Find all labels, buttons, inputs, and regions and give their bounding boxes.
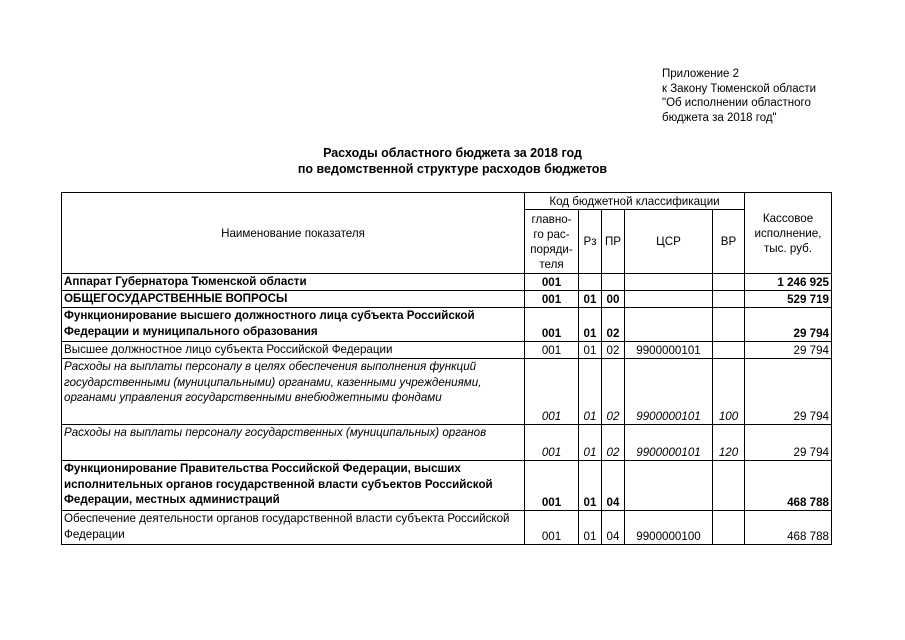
row-amount: 29 794 <box>745 359 832 425</box>
row-ministry: 001 <box>525 274 579 291</box>
row-rz: 01 <box>579 425 602 461</box>
row-name: Расходы на выплаты персоналу в целях обеспечения выполнения функций государственными (муниципальными) органами, казенными учреждениями, органами управления государственными внебюджетными фондами <box>62 359 525 425</box>
row-name: Функционирование Правительства Российской Федерации, высших исполнительных органов государственной власти субъектов Российской Федерации, местных администраций <box>62 461 525 511</box>
appendix-line: к Закону Тюменской области <box>662 82 817 95</box>
row-csr: 9900000101 <box>625 342 713 359</box>
row-vr <box>713 274 745 291</box>
header-row <box>62 193 832 210</box>
row-ministry: 001 <box>525 308 579 342</box>
row-csr <box>625 461 713 511</box>
row-pr: 02 <box>602 425 625 461</box>
row-pr: 02 <box>602 342 625 359</box>
row-csr: 9900000101 <box>625 425 713 461</box>
row-amount: 29 794 <box>745 342 832 359</box>
row-csr <box>625 291 713 308</box>
row-ministry: 001 <box>525 359 579 425</box>
header-code-group: Код бюджетной классификации <box>525 193 745 210</box>
row-ministry: 001 <box>525 511 579 545</box>
row-name: Расходы на выплаты персоналу государственных (муниципальных) органов <box>62 425 525 461</box>
table-row <box>62 291 832 308</box>
row-vr: 120 <box>713 425 745 461</box>
row-amount: 1 246 925 <box>745 274 832 291</box>
table-row <box>62 274 832 291</box>
header-ministry-line: поряди- <box>530 242 573 256</box>
header-amount-line: исполнение, <box>754 226 822 240</box>
row-rz: 01 <box>579 342 602 359</box>
row-pr: 04 <box>602 511 625 545</box>
header-amount <box>745 193 832 274</box>
header-vr: ВР <box>713 210 745 274</box>
row-amount: 468 788 <box>745 511 832 545</box>
header-pr: ПР <box>602 210 625 274</box>
table-row <box>62 308 832 342</box>
row-ministry: 001 <box>525 342 579 359</box>
row-vr <box>713 308 745 342</box>
table-row <box>62 342 832 359</box>
row-rz: 01 <box>579 461 602 511</box>
row-amount: 468 788 <box>745 461 832 511</box>
document-title <box>0 145 905 177</box>
row-amount: 529 719 <box>745 291 832 308</box>
title-line: Расходы областного бюджета за 2018 год <box>323 146 582 160</box>
row-pr: 02 <box>602 359 625 425</box>
row-vr <box>713 511 745 545</box>
title-line: по ведомственной структуре расходов бюджетов <box>297 162 608 176</box>
row-vr <box>713 461 745 511</box>
row-amount: 29 794 <box>745 425 832 461</box>
row-pr: 02 <box>602 308 625 342</box>
row-csr <box>625 308 713 342</box>
header-name: Наименование показателя <box>62 193 525 274</box>
row-ministry: 001 <box>525 425 579 461</box>
row-pr: 04 <box>602 461 625 511</box>
header-amount-line: Кассовое <box>762 211 814 225</box>
row-name: Аппарат Губернатора Тюменской области <box>62 274 525 291</box>
row-rz: 01 <box>579 308 602 342</box>
row-pr <box>602 274 625 291</box>
row-ministry: 001 <box>525 461 579 511</box>
appendix-note <box>662 67 816 125</box>
row-rz: 01 <box>579 511 602 545</box>
header-ministry-line: го рас- <box>533 227 570 241</box>
header-ministry-line: главно- <box>531 212 572 226</box>
header-csr: ЦСР <box>625 210 713 274</box>
row-rz: 01 <box>579 359 602 425</box>
row-rz: 01 <box>579 291 602 308</box>
table-row <box>62 511 832 545</box>
budget-table <box>61 192 832 545</box>
row-name: Обеспечение деятельности органов государственной власти субъекта Российской Федерации <box>62 511 525 545</box>
row-csr: 9900000101 <box>625 359 713 425</box>
row-ministry: 001 <box>525 291 579 308</box>
appendix-line: Приложение 2 <box>662 68 740 80</box>
row-name: Высшее должностное лицо субъекта Российской Федерации <box>62 342 525 359</box>
row-name: ОБЩЕГОСУДАРСТВЕННЫЕ ВОПРОСЫ <box>62 291 525 308</box>
table-row <box>62 359 832 425</box>
row-vr: 100 <box>713 359 745 425</box>
row-pr: 00 <box>602 291 625 308</box>
row-name: Функционирование высшего должностного лица субъекта Российской Федерации и муниципального образования <box>62 308 525 342</box>
header-amount-line: тыс. руб. <box>764 241 812 255</box>
row-csr: 9900000100 <box>625 511 713 545</box>
appendix-line: "Об исполнении областного <box>662 97 811 109</box>
appendix-line: бюджета за 2018 год" <box>662 111 777 124</box>
row-vr <box>713 291 745 308</box>
table-row <box>62 425 832 461</box>
header-rz: Рз <box>579 210 602 274</box>
header-ministry <box>525 210 579 274</box>
row-csr <box>625 274 713 291</box>
table-row <box>62 461 832 511</box>
row-rz <box>579 274 602 291</box>
row-amount: 29 794 <box>745 308 832 342</box>
header-ministry-line: теля <box>539 257 564 271</box>
row-vr <box>713 342 745 359</box>
